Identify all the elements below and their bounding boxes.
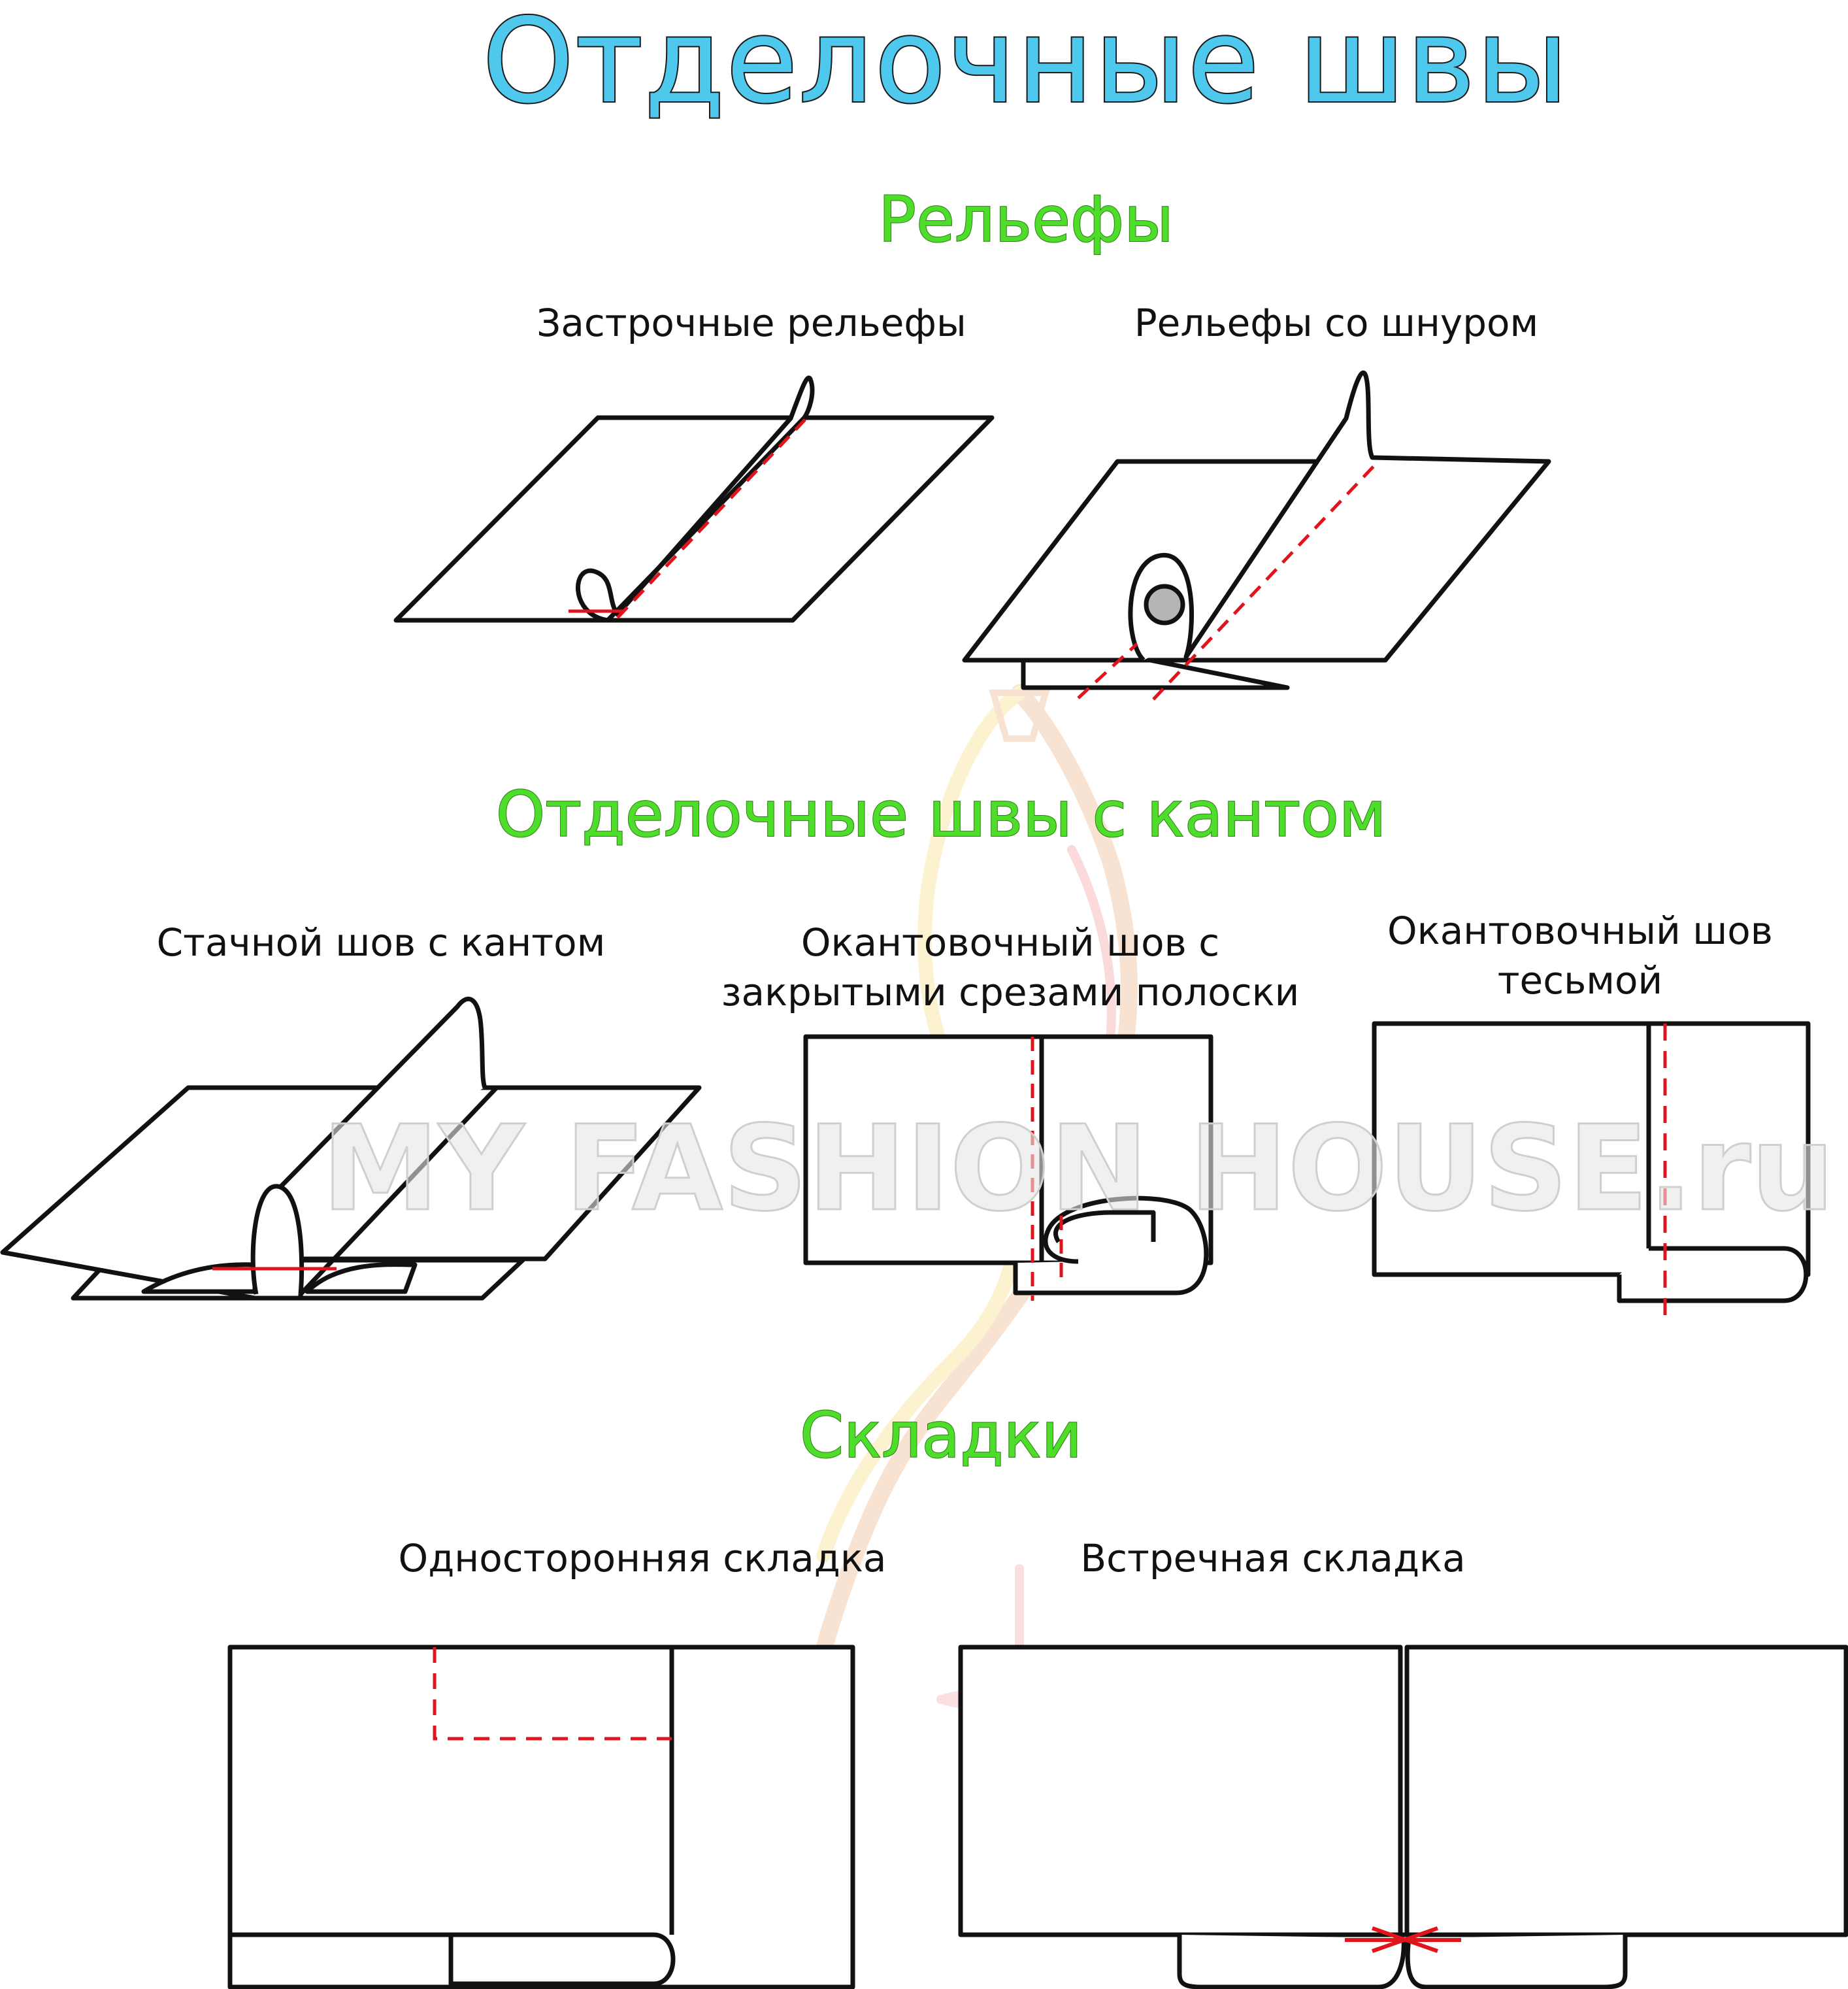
diagram-topstitched-relief — [396, 378, 992, 620]
heading-pleats: Складки — [800, 1399, 1082, 1472]
label-binding-tape: Окантовочный шов тесьмой — [1387, 909, 1773, 1003]
label-binding-closed-edges: Окантовочный шов с закрытыми срезами полоски — [721, 920, 1300, 1014]
label-knife-pleat: Односторонняя складка — [398, 1536, 887, 1580]
label-box-pleat: Встречная складка — [1080, 1536, 1466, 1580]
diagram-knife-pleat — [230, 1647, 853, 1987]
heading-piping-seams: Отделочные швы с кантом — [495, 778, 1387, 851]
diagram-box-pleat — [961, 1647, 1846, 1987]
heading-reliefs: Рельефы — [878, 183, 1174, 256]
diagram-corded-relief — [965, 373, 1549, 688]
label-corded-relief: Рельефы со шнуром — [1134, 301, 1539, 345]
watermark: MY FASHION HOUSE.ru — [322, 1101, 1835, 1237]
page-title: Отделочные швы — [482, 0, 1570, 129]
label-piped-seam: Стачной шов с кантом — [156, 920, 606, 965]
label-topstitched-relief: Застрочные рельефы — [536, 301, 966, 345]
